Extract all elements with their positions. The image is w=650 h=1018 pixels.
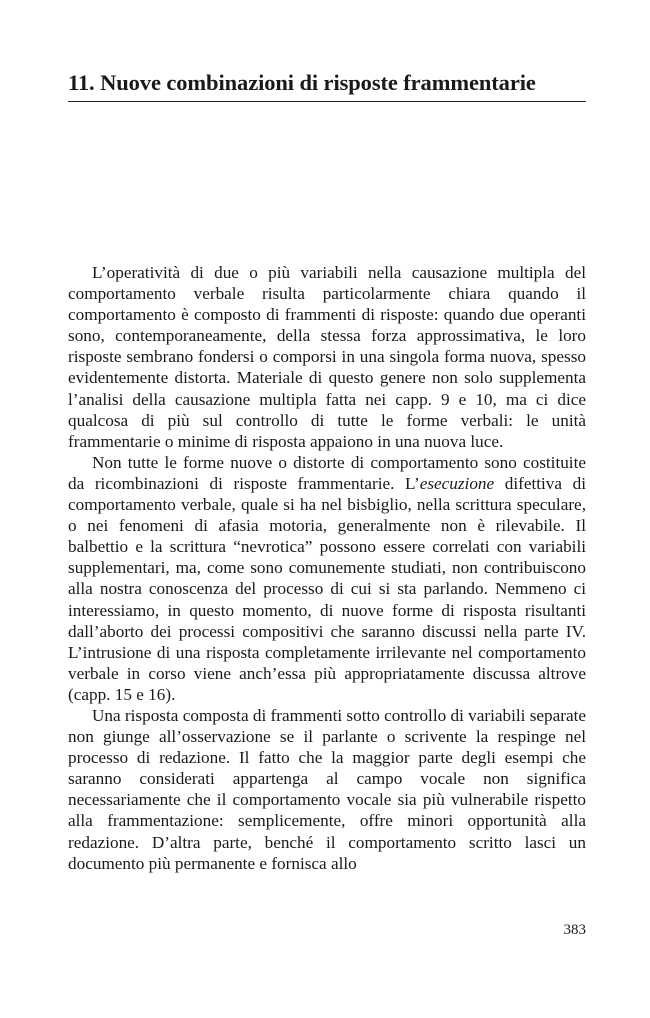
paragraph-3: Una risposta composta di frammenti sotto controllo di variabili separate non giunge all’osservazione se il parlante o scrivente la respinge nel processo di redazione. Il fatto che la maggior parte degli esempi che saranno considerati appartenga al campo vocale non significa necessariamente che il comportamento vocale sia più vulnerabile rispetto alla frammentazione: semplicemente, offre minori opportunità alla redazione. D’altra parte, benché il comportamento scritto lasci un documento più permanente e fornisca allo [68,705,587,873]
paragraph-2-emphasis: esecuzione [419,473,495,493]
chapter-title: 11. Nuove combinazioni di risposte frammentarie [68,70,536,95]
paragraph-1: L’operatività di due o più variabili nella causazione multipla del comportamento verbale risulta particolarmente chiara quando il comportamento è composto di frammenti di risposte: quando due operanti sono, contemporaneamente, della stessa forza approssimativa, le loro risposte sembrano fondersi o comporsi in una singola forma nuova, spesso evidentemente distorta. Materiale di questo genere non solo supplementa l’analisi della causazione multipla fatta nei capp. 9 e 10, ma ci dice qualcosa di più sul controllo di tutte le forme verbali: le unità frammentarie o minime di risposta appaiono in una nuova luce. [68,263,586,451]
paragraph-2-end: difettiva di comportamento verbale, quale si ha nel bisbiglio, nella scrittura speculare, o nei fenomeni di afasia motoria, generalmente non è rilevabile. Il balbettio e la scrittura “nevrotica” possono essere correlati con variabili supplementari, ma, come sono comunemente studiati, non contribuiscono alla nostra conoscenza del processo di cui si sta parlando. Nemmeno ci interessiamo, in questo momento, di nuove forme di risposta risultanti dall’aborto dei processi compositivi che saranno discussi nella parte IV. L’intrusione di una risposta completamente irrilevante nel comportamento verbale in corso viene anch’essa più appropriatamente discussa altrove (capp. 15 e 16). [68,473,587,704]
page-number: 383 [563,922,586,938]
paragraph-2 [68,452,586,705]
body-text [68,262,586,874]
paragraph-2-start: Non tutte le forme nuove o distorte di comportamento sono costituite da ricombinazioni di risposte frammentarie. L’ [68,452,586,493]
title-rule [68,101,586,102]
